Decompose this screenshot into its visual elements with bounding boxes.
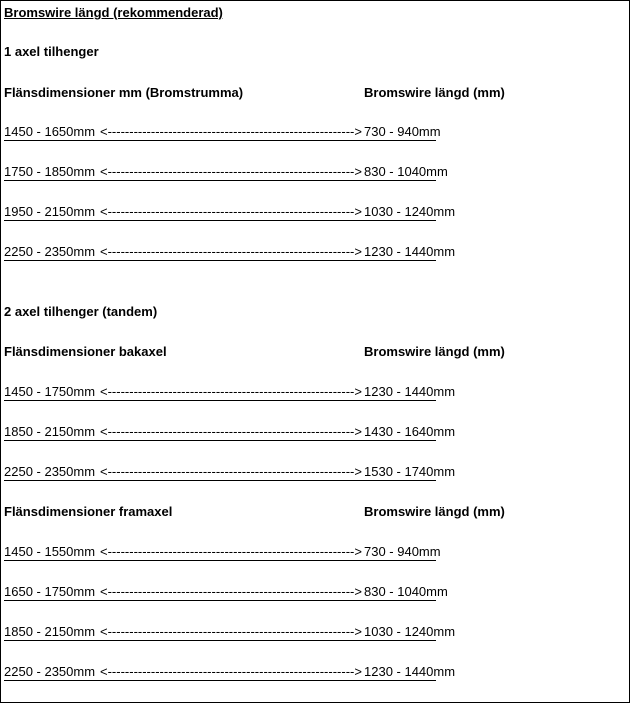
section2-rear-col-left-header: Flänsdimensioner bakaxel [4,344,167,359]
table-row [4,544,441,561]
arrow-separator: <---------------------------------------------------------> [100,624,362,639]
section2-front-col-right-header: Bromswire längd (mm) [364,504,505,519]
wire-length: 1430 - 1640mm [364,424,456,439]
table-row [4,664,456,681]
section1-heading: 1 axel tilhenger [4,44,99,59]
arrow-separator: <---------------------------------------------------------> [100,244,362,259]
flange-dimension: 2250 - 2350mm [4,664,96,679]
arrow-separator: <---------------------------------------------------------> [100,544,362,559]
wire-length: 730 - 940mm [364,124,441,139]
table-row [4,424,456,441]
flange-dimension: 1450 - 1550mm [4,544,96,559]
arrow-separator: <---------------------------------------------------------> [100,164,362,179]
flange-dimension: 1950 - 2150mm [4,204,96,219]
section1-col-left-header: Flänsdimensioner mm (Bromstrumma) [4,85,244,100]
wire-length: 1230 - 1440mm [364,244,456,259]
arrow-separator: <---------------------------------------------------------> [100,204,362,219]
wire-length: 1030 - 1240mm [364,624,456,639]
table-row [4,584,448,601]
flange-dimension: 1850 - 2150mm [4,424,96,439]
arrow-separator: <---------------------------------------------------------> [100,124,362,139]
table-row [4,164,448,181]
flange-dimension: 2250 - 2350mm [4,244,96,259]
wire-length: 830 - 1040mm [364,584,448,599]
wire-length: 730 - 940mm [364,544,441,559]
section1-col-right-header: Bromswire längd (mm) [364,85,505,100]
wire-length: 1230 - 1440mm [364,664,456,679]
flange-dimension: 2250 - 2350mm [4,464,96,479]
arrow-separator: <---------------------------------------------------------> [100,384,362,399]
flange-dimension: 1450 - 1650mm [4,124,96,139]
flange-dimension: 1450 - 1750mm [4,384,96,399]
table-row [4,204,456,221]
table-row [4,124,441,141]
wire-length: 1530 - 1740mm [364,464,456,479]
section2-heading: 2 axel tilhenger (tandem) [4,304,158,319]
arrow-separator: <---------------------------------------------------------> [100,664,362,679]
flange-dimension: 1850 - 2150mm [4,624,96,639]
wire-length: 1030 - 1240mm [364,204,456,219]
arrow-separator: <---------------------------------------------------------> [100,424,362,439]
wire-length: 830 - 1040mm [364,164,448,179]
flange-dimension: 1750 - 1850mm [4,164,96,179]
section2-rear-col-right-header: Bromswire längd (mm) [364,344,505,359]
arrow-separator: <---------------------------------------------------------> [100,584,362,599]
arrow-separator: <---------------------------------------------------------> [100,464,362,479]
flange-dimension: 1650 - 1750mm [4,584,96,599]
table-row [4,384,456,401]
wire-length: 1230 - 1440mm [364,384,456,399]
table-row [4,464,456,481]
section2-front-col-left-header: Flänsdimensioner framaxel [4,504,173,519]
document-title: Bromswire längd (rekommenderad) [4,5,223,20]
table-row [4,624,456,641]
table-row [4,244,456,261]
